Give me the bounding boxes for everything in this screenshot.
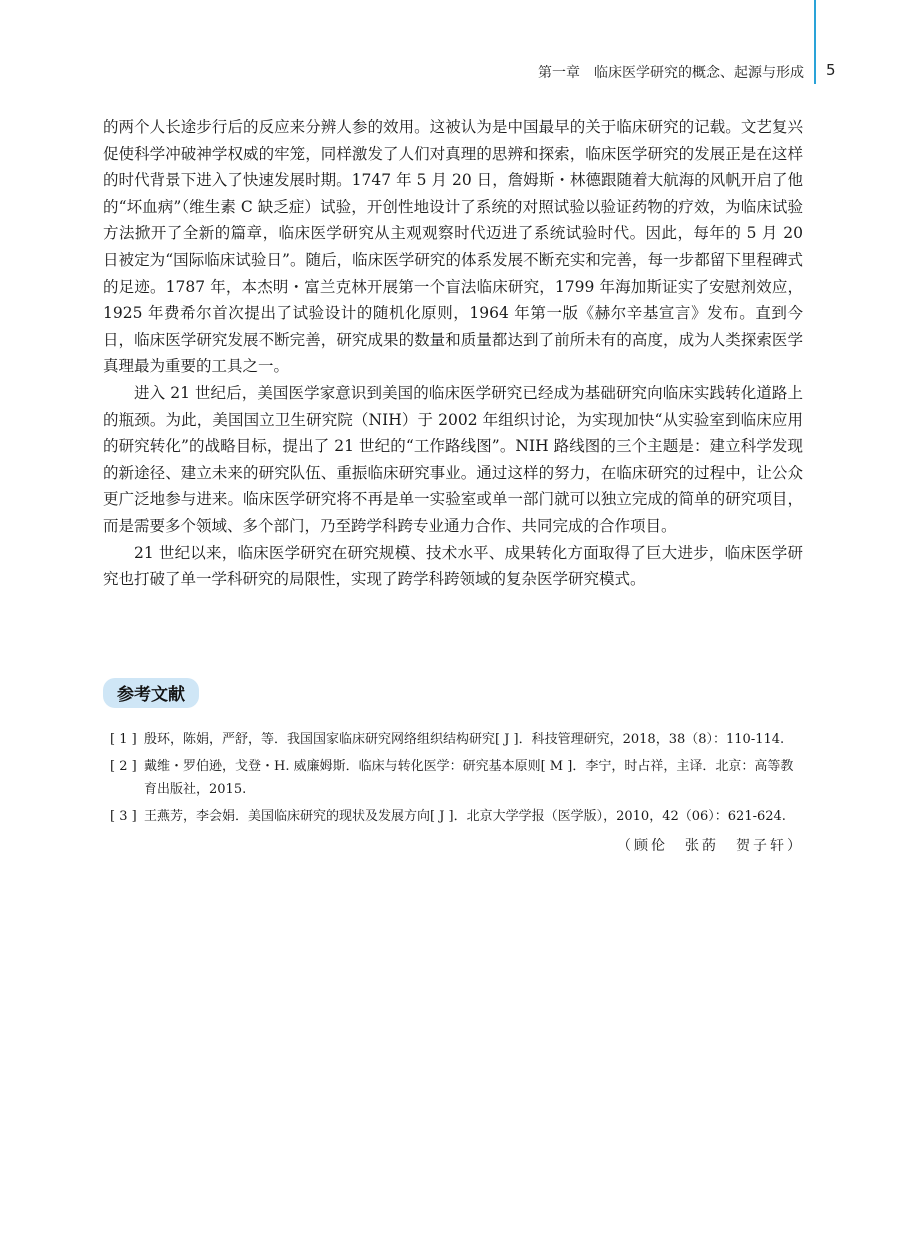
paragraph-1: 的两个人长途步行后的反应来分辨人参的效用。这被认为是中国最早的关于临床研究的记载。文艺复兴促使科学冲破神学权威的牢笼，同样激发了人们对真理的思辨和探索，临床医学研究的发展正是在这样的时代背景下进入了快速发展时期。1747 年 5 月 20 日，詹姆斯・林德跟随着大航海的风帆开启了他的“坏血病”（维生素 C 缺乏症）试验，开创性地设计了系统的对照试验以验证药物的疗效，为临床试验方法掀开了全新的篇章，临床医学研究从主观观察时代迈进了系统试验时代。因此，每年的 5 月 20 日被定为“国际临床试验日”。随后，临床医学研究的体系发展不断充实和完善，每一步都留下里程碑式的足迹。1787 年，本杰明・富兰克林开展第一个盲法临床研究，1799 年海加斯证实了安慰剂效应，1925 年费希尔首次提出了试验设计的随机化原则，1964 年第一版《赫尔辛基宣言》发布。直到今日，临床医学研究发展不断完善，研究成果的数量和质量都达到了前所未有的高度，成为人类探索医学真理最为重要的工具之一。 xyxy=(103,118,803,376)
reference-item xyxy=(110,755,805,802)
reference-list xyxy=(110,728,805,831)
reference-item xyxy=(110,805,805,829)
paragraph-2: 进入 21 世纪后，美国医学家意识到美国的临床医学研究已经成为基础研究向临床实践转化道路上的瓶颈。为此，美国国立卫生研究院（NIH）于 2002 年组织讨论，为实现加快“从实验室到临床应用的研究转化”的战略目标，提出了 21 世纪的“工作路线图”。NIH 路线图的三个主题是：建立科学发现的新途径、建立未来的研究队伍、重振临床研究事业。通过这样的努力，在临床研究的过程中，让公众更广泛地参与进来。临床医学研究将不再是单一实验室或单一部门就可以独立完成的简单的研究项目，而是需要多个领域、多个部门，乃至跨学科跨专业通力合作、共同完成的合作项目。 xyxy=(103,383,803,535)
reference-number: [ 3 ] xyxy=(110,808,137,824)
authors-credit: （顾伦 张菂 贺子轩） xyxy=(617,838,804,854)
reference-text: 殷环，陈娟，严舒，等．我国国家临床研究网络组织结构研究[ J ]．科技管理研究，2018，38（8）：110-114. xyxy=(144,732,785,747)
reference-text: 王燕芳，李会娟．美国临床研究的现状及发展方向[ J ]．北京大学学报（医学版），2010，42（06）：621-624. xyxy=(144,808,786,824)
body-text xyxy=(103,114,803,593)
running-head: 第一章 临床医学研究的概念、起源与形成 xyxy=(538,65,804,81)
reference-text: 戴维・罗伯逊，戈登・H. 威廉姆斯．临床与转化医学：研究基本原则[ M ]．李宁，时占祥，主译．北京：高等教育出版社，2015. xyxy=(144,758,794,797)
references-heading: 参考文献 xyxy=(103,678,199,708)
reference-number: [ 1 ] xyxy=(110,732,137,747)
accent-line xyxy=(814,0,816,84)
reference-number: [ 2 ] xyxy=(110,758,137,774)
page-number: 5 xyxy=(826,61,836,79)
paragraph-3: 21 世纪以来，临床医学研究在研究规模、技术水平、成果转化方面取得了巨大进步，临床医学研究也打破了单一学科研究的局限性，实现了跨学科跨领域的复杂医学研究模式。 xyxy=(103,543,803,589)
reference-item xyxy=(110,728,805,752)
